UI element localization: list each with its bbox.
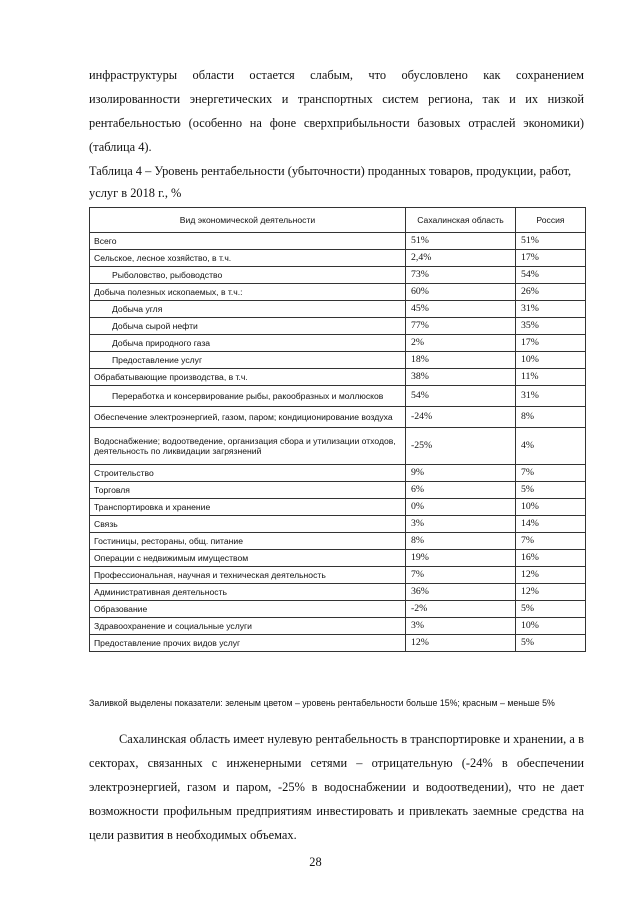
cell-sakhalin: 36%	[406, 584, 516, 601]
cell-russia: 5%	[516, 601, 586, 618]
table-row	[90, 369, 586, 386]
cell-sakhalin: 2%	[406, 335, 516, 352]
cell-sakhalin: 38%	[406, 369, 516, 386]
cell-activity: Добыча природного газа	[90, 335, 406, 352]
cell-sakhalin: 51%	[406, 233, 516, 250]
table-row	[90, 482, 586, 499]
table-body	[90, 233, 586, 652]
cell-russia: 54%	[516, 267, 586, 284]
cell-sakhalin: 2,4%	[406, 250, 516, 267]
cell-activity: Всего	[90, 233, 406, 250]
cell-russia: 31%	[516, 386, 586, 407]
table-row	[90, 233, 586, 250]
cell-sakhalin: 19%	[406, 550, 516, 567]
cell-russia: 7%	[516, 533, 586, 550]
cell-russia: 10%	[516, 618, 586, 635]
table-row	[90, 635, 586, 652]
cell-russia: 51%	[516, 233, 586, 250]
cell-activity: Профессиональная, научная и техническая деятельность	[90, 567, 406, 584]
table-note: Заливкой выделены показатели: зеленым цветом – уровень рентабельности больше 15%; красным – меньше 5%	[89, 698, 555, 708]
cell-sakhalin: -2%	[406, 601, 516, 618]
cell-activity: Добыча угля	[90, 301, 406, 318]
cell-russia: 12%	[516, 584, 586, 601]
cell-sakhalin: -25%	[406, 428, 516, 465]
cell-russia: 14%	[516, 516, 586, 533]
table-row	[90, 267, 586, 284]
cell-russia: 17%	[516, 250, 586, 267]
cell-russia: 35%	[516, 318, 586, 335]
table-row	[90, 428, 586, 465]
header-sakhalin: Сахалинская область	[406, 208, 516, 233]
cell-russia: 17%	[516, 335, 586, 352]
cell-russia: 5%	[516, 482, 586, 499]
cell-activity: Строительство	[90, 465, 406, 482]
cell-russia: 31%	[516, 301, 586, 318]
table-row	[90, 465, 586, 482]
table-row	[90, 567, 586, 584]
cell-sakhalin: 6%	[406, 482, 516, 499]
cell-activity: Операции с недвижимым имуществом	[90, 550, 406, 567]
cell-russia: 7%	[516, 465, 586, 482]
table-header-row	[90, 208, 586, 233]
table-row	[90, 533, 586, 550]
table-row	[90, 301, 586, 318]
cell-sakhalin: -24%	[406, 407, 516, 428]
cell-activity: Добыча полезных ископаемых, в т.ч.:	[90, 284, 406, 301]
table-row	[90, 318, 586, 335]
cell-sakhalin: 9%	[406, 465, 516, 482]
table-caption: Таблица 4 – Уровень рентабельности (убыточности) проданных товаров, продукции, работ, услуг в 2018 г., %	[89, 164, 572, 200]
cell-sakhalin: 73%	[406, 267, 516, 284]
table-row	[90, 386, 586, 407]
cell-activity: Предоставление прочих видов услуг	[90, 635, 406, 652]
cell-sakhalin: 60%	[406, 284, 516, 301]
cell-activity: Водоснабжение; водоотведение, организация сбора и утилизации отходов, деятельность по ликвидации загрязнений	[90, 428, 406, 465]
table-row	[90, 550, 586, 567]
cell-russia: 16%	[516, 550, 586, 567]
cell-russia: 12%	[516, 567, 586, 584]
cell-sakhalin: 12%	[406, 635, 516, 652]
profitability-table	[89, 207, 586, 652]
table-row	[90, 516, 586, 533]
table-row	[90, 407, 586, 428]
cell-russia: 5%	[516, 635, 586, 652]
table-row	[90, 601, 586, 618]
cell-activity: Гостиницы, рестораны, общ. питание	[90, 533, 406, 550]
cell-sakhalin: 3%	[406, 516, 516, 533]
table-row	[90, 618, 586, 635]
cell-activity: Рыболовство, рыбоводство	[90, 267, 406, 284]
cell-activity: Обеспечение электроэнергией, газом, паром; кондиционирование воздуха	[90, 407, 406, 428]
cell-russia: 26%	[516, 284, 586, 301]
page-number: 28	[309, 855, 322, 869]
cell-russia: 4%	[516, 428, 586, 465]
cell-activity: Торговля	[90, 482, 406, 499]
conclusion-paragraph: Сахалинская область имеет нулевую рентабельность в транспортировке и хранении, а в секторах, связанных с инженерными сетями – отрицательную (-24% в обеспечении электроэнергией, газом и паром, -25% в водоснабжении и водоотведении), что не дает возможности профильным предприятиям инвестировать и привлекать заемные средства на цели развития в необходимых объемах.	[89, 732, 584, 842]
cell-russia: 8%	[516, 407, 586, 428]
cell-activity: Административная деятельность	[90, 584, 406, 601]
cell-activity: Предоставление услуг	[90, 352, 406, 369]
cell-sakhalin: 0%	[406, 499, 516, 516]
cell-sakhalin: 18%	[406, 352, 516, 369]
cell-activity: Образование	[90, 601, 406, 618]
cell-sakhalin: 7%	[406, 567, 516, 584]
table-row	[90, 584, 586, 601]
table-row	[90, 284, 586, 301]
intro-paragraph: инфраструктуры области остается слабым, что обусловлено как сохранением изолированности энергетических и транспортных систем региона, так и их низкой рентабельностью (особенно на фоне сверхприбыльности базовых отраслей экономики) (таблица 4).	[89, 68, 584, 154]
table-row	[90, 499, 586, 516]
table-row	[90, 335, 586, 352]
cell-activity: Здравоохранение и социальные услуги	[90, 618, 406, 635]
cell-russia: 10%	[516, 499, 586, 516]
header-activity: Вид экономической деятельности	[90, 208, 406, 233]
table-row	[90, 352, 586, 369]
cell-sakhalin: 77%	[406, 318, 516, 335]
cell-russia: 10%	[516, 352, 586, 369]
table-row	[90, 250, 586, 267]
cell-activity: Связь	[90, 516, 406, 533]
cell-activity: Транспортировка и хранение	[90, 499, 406, 516]
cell-sakhalin: 45%	[406, 301, 516, 318]
cell-activity: Сельское, лесное хозяйство, в т.ч.	[90, 250, 406, 267]
cell-sakhalin: 8%	[406, 533, 516, 550]
header-russia: Россия	[516, 208, 586, 233]
cell-activity: Обрабатывающие производства, в т.ч.	[90, 369, 406, 386]
cell-activity: Добыча сырой нефти	[90, 318, 406, 335]
cell-russia: 11%	[516, 369, 586, 386]
cell-sakhalin: 3%	[406, 618, 516, 635]
cell-sakhalin: 54%	[406, 386, 516, 407]
cell-activity: Переработка и консервирование рыбы, ракообразных и моллюсков	[90, 386, 406, 407]
